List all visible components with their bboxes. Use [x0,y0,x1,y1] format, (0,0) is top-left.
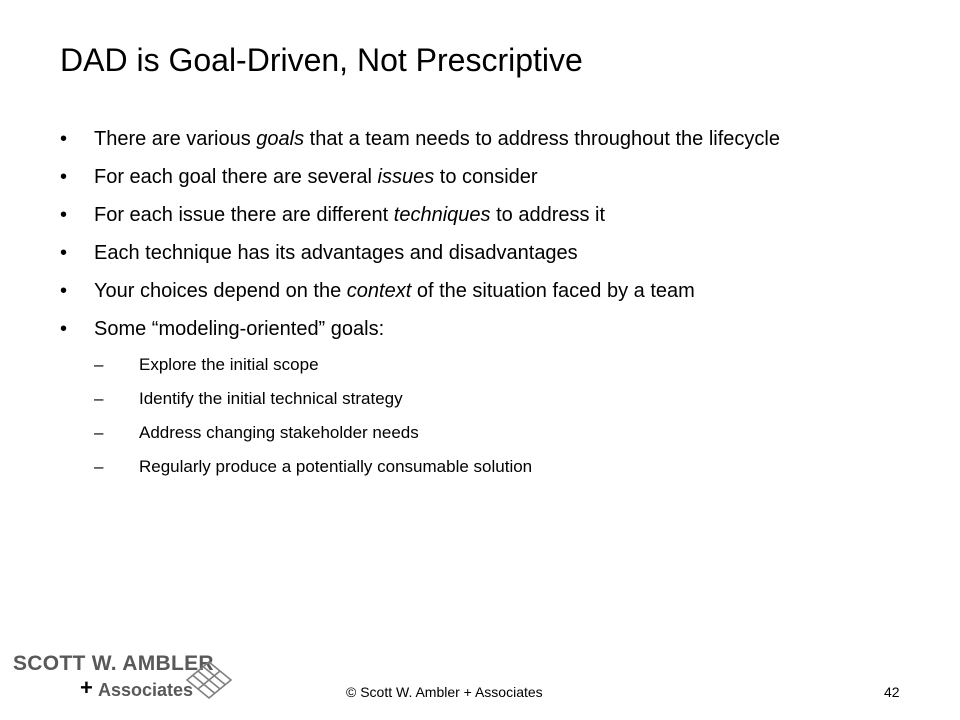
bullet-item [60,164,910,190]
bullet-emphasis: context [346,280,412,302]
sub-bullet-text: Address changing stakeholder needs [139,423,419,442]
bullet-marker: • [60,166,68,188]
sub-bullet-item [94,354,910,376]
bullet-text: For each goal there are several [94,166,378,188]
sub-bullet-item [94,388,910,410]
sub-bullet-marker: – [94,355,104,374]
bullet-marker: • [60,204,68,226]
bullet-marker: • [60,128,68,150]
bullet-text: to consider [434,166,538,188]
bullet-text: For each issue there are different [94,204,394,226]
bullet-item [60,278,910,304]
bullet-emphasis: goals [256,128,305,150]
sub-bullet-text: Regularly produce a potentially consumable solution [139,457,533,476]
footer-copyright: © Scott W. Ambler + Associates [346,684,543,700]
bullet-item [60,316,910,478]
bullet-text: to address it [490,204,606,226]
sub-bullet-marker: – [94,423,104,442]
bullet-text: Your choices depend on the [94,280,347,302]
bullet-emphasis: techniques [393,204,491,226]
company-logo [13,652,233,707]
bullet-text: that a team needs to address throughout the lifecycle [304,128,780,150]
sub-bullet-item [94,422,910,444]
slide-title: DAD is Goal-Driven, Not Prescriptive [60,42,583,78]
bullet-text: Some “modeling-oriented” goals: [94,318,385,340]
sub-bullet-marker: – [94,389,104,408]
sub-bullet-text: Identify the initial technical strategy [139,389,403,408]
bullet-list [60,126,910,490]
page-number: 42 [884,684,900,700]
bullet-text: There are various [94,128,257,150]
sub-bullet-text: Explore the initial scope [139,355,319,374]
bullet-emphasis: issues [377,166,435,188]
bullet-marker: • [60,280,68,302]
logo-associates: Associates [98,680,194,700]
bullet-marker: • [60,318,68,340]
bullet-item [60,126,910,152]
sub-bullet-marker: – [94,457,104,476]
bullet-item [60,240,910,266]
diamond-grid-icon [183,658,235,702]
bullet-marker: • [60,242,68,264]
sub-bullet-list [94,354,910,478]
sub-bullet-item [94,456,910,478]
logo-name: SCOTT W. AMBLER [13,652,214,675]
logo-plus: + [80,675,93,700]
bullet-text: Each technique has its advantages and disadvantages [94,242,578,264]
bullet-item [60,202,910,228]
bullet-text: of the situation faced by a team [411,280,695,302]
